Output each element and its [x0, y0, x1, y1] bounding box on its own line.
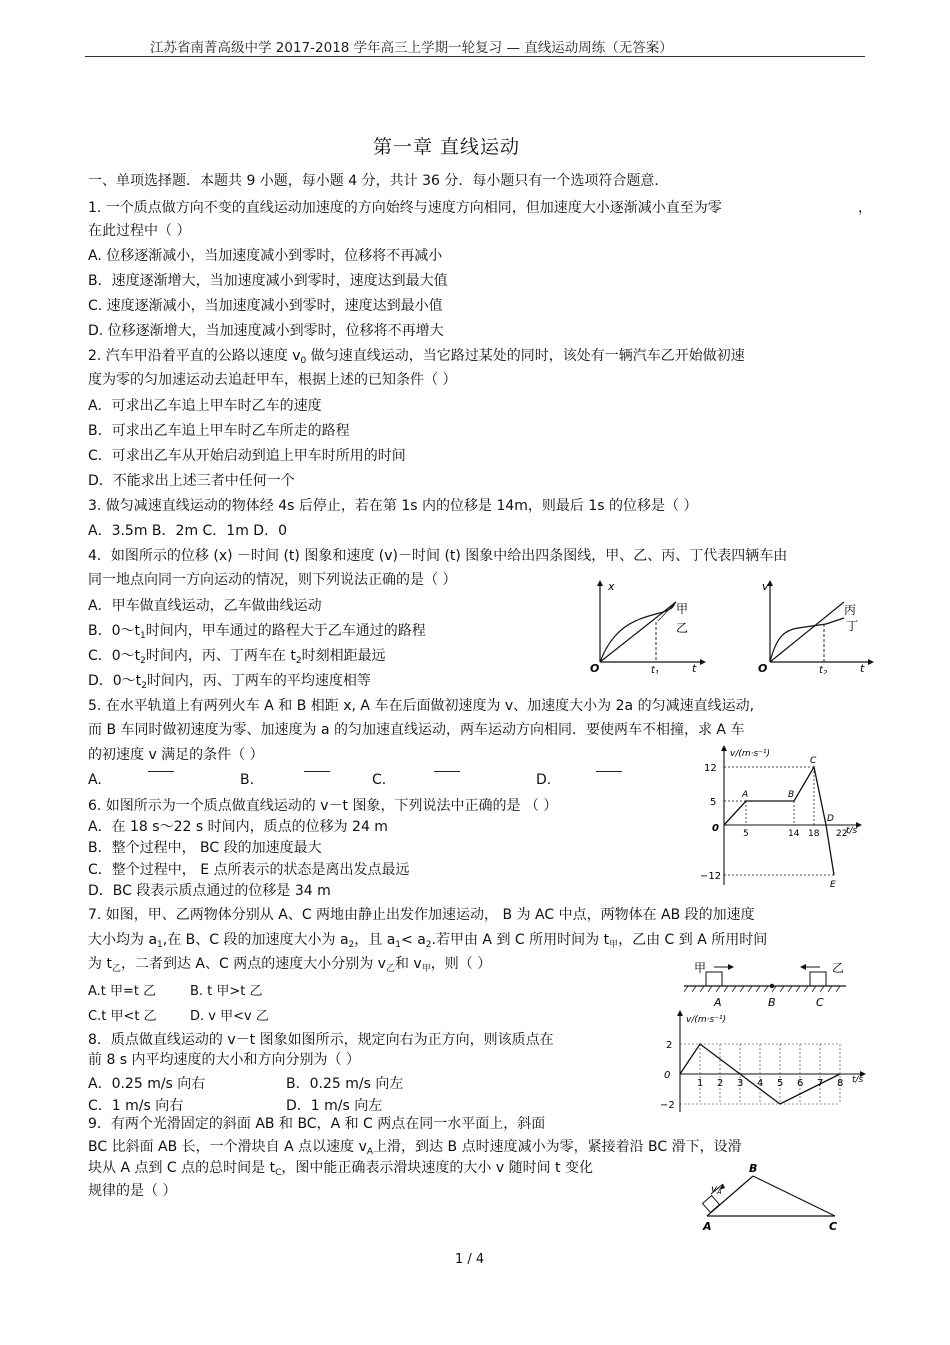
q6-point-e: E	[830, 880, 836, 889]
q6-point-b: B	[788, 790, 795, 800]
q5-option-a-fraction	[148, 763, 174, 772]
q9-point-a: A	[703, 1220, 712, 1233]
q4g1-ylabel: x	[608, 580, 615, 593]
q6-point-d: D	[827, 814, 834, 824]
q4-stem-1: 4．如图所示的位移 (x) －时间 (t) 图象和速度 (v)－时间 (t) 图象中给出四条图线，甲、乙、丙、丁代表四辆车由	[88, 548, 788, 564]
q9-point-b: B	[749, 1162, 758, 1175]
q3-stem: 3. 做匀减速直线运动的物体经 4s 后停止，若在第 1s 内的位移是 14m，则最后 1s 的位移是（ ）	[88, 498, 698, 514]
q6-stem: 6. 如图所示为一个质点做直线运动的 v－t 图象，下列说法中正确的是 （ ）	[88, 798, 558, 814]
q4-option-d: D．$0\sim t_2$时间内，丙、丁两车的平均速度相等	[88, 673, 371, 691]
q7-label-yi: 乙	[832, 961, 845, 975]
q4-option-b: B．$0\sim t_1$时间内，甲车通过的路程大于乙车通过的路程	[88, 623, 426, 641]
q5-option-c: C.	[372, 772, 387, 788]
q7-stem-1: 7. 如图，甲、乙两物体分别从 A、C 两地由静止出发作加速运动， B 为 AC 中点，两物体在 AB 段的加速度	[88, 907, 755, 923]
q4g1-tick: $t_1$	[651, 665, 660, 674]
q8-xtick-4: 4	[757, 1078, 764, 1089]
q7-point-b: B	[768, 996, 776, 1009]
q1-option-d: D. 位移逐渐增大，当加速度减小到零时，位移将不再增大	[88, 323, 444, 339]
q4g2-line-bing	[770, 602, 844, 662]
q2-option-a: A．可求出乙车追上甲车时乙车的速度	[88, 398, 322, 414]
q8-vt-graph	[660, 1010, 870, 1114]
q7-block-jia	[706, 972, 722, 986]
q9-va-label: $v_A$	[711, 1184, 722, 1196]
q7-option-a: A.t 甲=t 乙	[88, 984, 157, 999]
q7-option-b: B. t 甲>t 乙	[190, 984, 263, 999]
q1-comma: ，	[858, 200, 872, 216]
page-header: 江苏省南菁高级中学 2017-2018 学年高三上学期一轮复习 — 直线运动周练（无答案）	[150, 40, 673, 56]
q5-option-a: A.	[88, 772, 102, 788]
q2-option-c: C．可求出乙车从开始启动到追上甲车时所用的时间	[88, 448, 406, 464]
q4g2-tick: $t_2$	[819, 665, 828, 674]
q1-stem-1: 1. 一个质点做方向不变的直线运动加速度的方向始终与速度方向相同，但加速度大小逐渐减小直至为零	[88, 200, 722, 216]
q7-block-yi	[810, 972, 826, 986]
q8-xtick-1: 1	[697, 1078, 704, 1089]
q5-option-d-fraction	[596, 763, 622, 772]
q5-option-c-fraction	[434, 763, 460, 772]
q7-track-figure	[680, 958, 850, 1012]
q6-vt-line	[724, 767, 834, 875]
q6-xtick-18: 18	[808, 829, 820, 839]
q6-option-d: D．BC 段表示质点通过的位移是 34 m	[88, 883, 331, 899]
q9-incline-figure	[695, 1158, 845, 1238]
q2-option-d: D．不能求出上述三者中任何一个	[88, 473, 295, 489]
page-number: 1 / 4	[455, 1252, 485, 1267]
q7-stem-3: 为 $t_乙$，二者到达 A、C 两点的速度大小分别为 $v_乙$和 $v_甲$，则（ ）	[88, 956, 492, 974]
q1-option-a: A. 位移逐渐减小，当加速度减小到零时，位移将不再减小	[88, 248, 443, 264]
q6-ylabel: v/(m·s⁻¹)	[730, 749, 771, 759]
q6-xlabel: t/s	[846, 826, 858, 836]
q6-xtick-22: 22	[836, 829, 848, 839]
q7-point-c: C	[816, 996, 824, 1009]
q6-option-c: C．整个过程中， E 点所表示的状态是离出发点最远	[88, 862, 410, 878]
q6-origin: 0	[712, 823, 719, 834]
section-heading: 一、单项选择题．本题共 9 小题，每小题 4 分，共计 36 分．每小题只有一个选项符合题意．	[88, 173, 669, 189]
q4g2-curve-ding	[770, 618, 844, 662]
q9-stem-4: 规律的是（ ）	[88, 1183, 177, 1199]
q7-point-a: A	[714, 996, 722, 1009]
q5-option-b: B.	[240, 772, 255, 788]
q4-xt-graph	[588, 578, 706, 674]
q8-xtick-7: 7	[817, 1078, 824, 1089]
q9-slider-block	[703, 1196, 720, 1213]
q8-ylabel: v/(m·s⁻¹)	[686, 1015, 727, 1025]
q4-option-c: C．$0\sim t_2$时间内，丙、丁两车在 $t_2$时刻相距最远	[88, 648, 386, 666]
q7-stem-2: 大小均为 $a_1$,在 B、C 段的加速度大小为 $a_2$，且 $a_1< a_2$.若甲由 A 到 C 所用时间为 $t_甲$，乙由 C 到 A 所用时间	[88, 932, 768, 950]
q4g1-origin: O	[590, 662, 600, 674]
q6-point-a: A	[742, 790, 749, 800]
q8-ytick-2: 2	[666, 1040, 673, 1051]
q5-stem-1: 5. 在水平轨道上有两列火车 A 和 B 相距 x, A 车在后面做初速度为 v、加速度大小为 2a 的匀减速直线运动,	[88, 698, 755, 714]
q8-xtick-5: 5	[777, 1078, 784, 1089]
q4g2-xlabel: t	[860, 662, 865, 674]
q4g1-series-jia: 甲	[676, 602, 689, 616]
q8-stem-2: 前 8 s 内平均速度的大小和方向分别为（ ）	[88, 1052, 361, 1068]
q9-point-c: C	[829, 1220, 838, 1233]
q9-stem-1: 9．有两个光滑固定的斜面 AB 和 BC，A 和 C 两点在同一水平面上，斜面	[88, 1116, 546, 1132]
header-rule	[85, 56, 865, 57]
q6-option-a: A．在 18 s～22 s 时间内，质点的位移为 24 m	[88, 819, 388, 835]
q6-ytick-5: 5	[710, 797, 717, 808]
q6-ytick-12: 12	[704, 763, 717, 774]
q7-option-d: D. v 甲<v 乙	[190, 1009, 269, 1024]
q8-origin: 0	[664, 1070, 671, 1081]
q8-option-c: C．1 m/s 向右	[88, 1098, 184, 1114]
q5-stem-2: 而 B 车同时做初速度为零、加速度为 a 的匀加速直线运动，两车运动方向相同．要使两车不相撞，求 A 车	[88, 722, 745, 738]
q9-stem-3: 块从 A 点到 C 点的总时间是 $t_C$，图中能正确表示滑块速度的大小 v 随时间 t 变化	[88, 1160, 593, 1178]
q6-ytick-neg12: −12	[700, 871, 722, 882]
q8-xtick-8: 8	[837, 1078, 844, 1089]
q4g2-origin: O	[758, 662, 768, 674]
q8-ytick-neg2: −2	[660, 1100, 675, 1111]
q8-option-a: A．0.25 m/s 向右	[88, 1076, 206, 1092]
q2-stem-1: 2. 汽车甲沿着平直的公路以速度 $v_0$ 做匀速直线运动，当它路过某处的同时，该处有一辆汽车乙开始做初速	[88, 348, 745, 366]
q8-xtick-3: 3	[737, 1078, 744, 1089]
q8-option-b: B．0.25 m/s 向左	[286, 1076, 404, 1092]
q9-stem-2: BC 比斜面 AB 长，一个滑块自 A 点以速度 $v_A$上滑，到达 B 点时速度减小为零，紧接着沿 BC 滑下，设滑	[88, 1139, 742, 1157]
q4g2-ylabel: v	[762, 580, 769, 593]
q1-option-c: C. 速度逐渐减小，当加速度减小到零时，速度达到最小值	[88, 298, 443, 314]
q5-option-d: D.	[536, 772, 552, 788]
chapter-title: 第一章 直线运动	[373, 136, 521, 158]
q4g1-xlabel: t	[692, 662, 697, 674]
q7-option-c: C.t 甲<t 乙	[88, 1009, 157, 1024]
q7-label-jia: 甲	[694, 961, 707, 975]
q8-xlabel: t/s	[852, 1075, 864, 1085]
q5-option-b-fraction	[304, 763, 330, 772]
q4-vt-graph	[756, 578, 874, 674]
q8-stem-1: 8．质点做直线运动的 v－t 图象如图所示，规定向右为正方向，则该质点在	[88, 1032, 554, 1048]
q4g2-series-bing: 丙	[844, 603, 857, 617]
q2-stem-2: 度为零的匀加速运动去追赶甲车，根据上述的已知条件（ ）	[88, 372, 457, 388]
q6-xtick-14: 14	[788, 829, 800, 839]
q6-xtick-5: 5	[743, 829, 749, 839]
q4-stem-2: 同一地点向同一方向运动的情况，则下列说法正确的是（ ）	[88, 572, 457, 588]
q6-option-b: B．整个过程中， BC 段的加速度最大	[88, 840, 322, 856]
q6-vt-graph	[700, 745, 868, 889]
q4-option-a: A．甲车做直线运动，乙车做曲线运动	[88, 598, 322, 614]
q5-stem-3: 的初速度 v 满足的条件（ ）	[88, 747, 264, 763]
q2-option-b: B．可求出乙车追上甲车时乙车所走的路程	[88, 423, 350, 439]
q1-stem-2: 在此过程中（ ）	[88, 223, 191, 239]
q3-options: A．3.5m B．2m C．1m D．0	[88, 523, 287, 539]
q4g2-series-ding: 丁	[846, 619, 859, 633]
q6-point-c: C	[810, 756, 817, 766]
q8-xtick-6: 6	[797, 1078, 804, 1089]
q8-xtick-2: 2	[717, 1078, 724, 1089]
q8-option-d: D．1 m/s 向左	[286, 1098, 383, 1114]
q1-option-b: B．速度逐渐增大，当加速度减小到零时，速度达到最大值	[88, 273, 448, 289]
q4g1-series-yi: 乙	[676, 621, 689, 635]
